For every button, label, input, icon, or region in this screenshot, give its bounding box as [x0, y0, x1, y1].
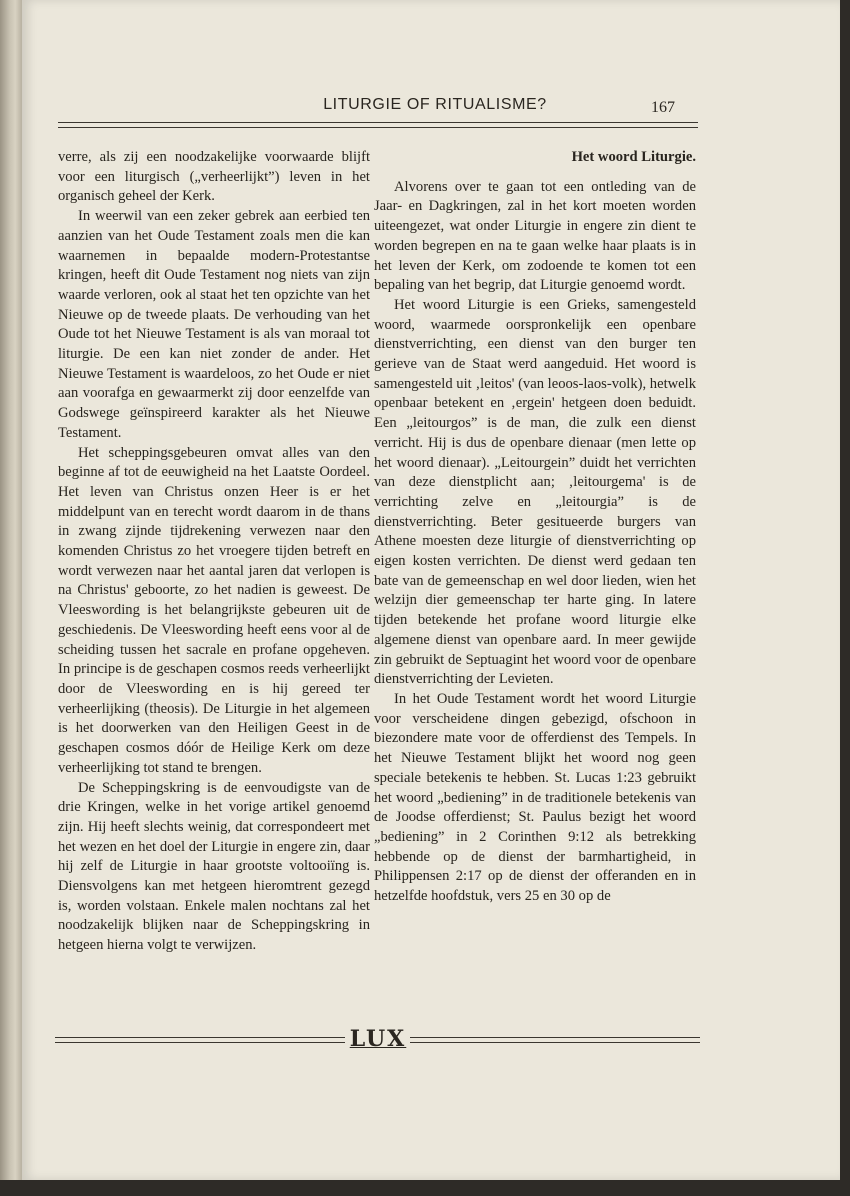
- left-paragraph-4: De Scheppingskring is de eenvoudigste van de drie Kringen, welke in het vorige artikel genoemd zijn. Hij heeft slechts weinig, dat correspondeert met het wezen en het doel der Liturgie in engere zin, daar hij zelf de Liturgie in haar grootste voltooiïng is. Diensvolgens kan met hetgeen hieromtrent gezegd is, worden volstaan. Enkele malen nochtans zal het noodzakelijk blijken naar de Scheppingskring in hetgeen hierna volgt te verwijzen.: [58, 779, 370, 954]
- right-paragraph-1: Alvorens over te gaan tot een ontleding van de Jaar- en Dagkringen, zal in het kort moeten worden uiteengezet, wat onder Liturgie in engere zin dient te worden begrepen en na te gaan welke haar plaats is in het leven der Kerk, om zodoende te komen tot een bepaling van het begrip, dat Liturgie genoemd wordt.: [374, 178, 696, 294]
- section-heading: Het woord Liturgie.: [571, 149, 696, 165]
- running-head-title: LITURGIE OF RITUALISME?: [323, 96, 547, 113]
- left-paragraph-3: Het scheppingsgebeuren omvat alles van den beginne af tot de eeuwigheid na het Laatste Oordeel. Het leven van Christus onzen Heer is er het middelpunt van en terecht wordt daarom in de thans in zwang zijnde tijdrekening verwezen naar den komenden Christus zo het vroegere tijden betreft en wordt verwezen naar het aantal jaren dat verlopen is na Christus' geboorte, zo het nadien is geweest. De Vleeswording is het belangrijkste gebeuren uit de geschiedenis. De Vleeswording heeft eens voor al de scheiding tussen het sacrale en profane opgeheven. In principe is de geschapen cosmos reeds verheerlijkt door de Vleeswording en is hij gereed ter verheerlijking (theosis). De Liturgie in het algemeen is het doorwerken van den Heiligen Geest in de geschapen cosmos dóór de Heilige Kerk om deze verheerlijking tot stand te brengen.: [58, 444, 370, 776]
- book-spine: [0, 0, 22, 1196]
- right-paragraph-2: Het woord Liturgie is een Grieks, samengesteld woord, waarmede oorspronkelijk een openbare dienstverrichting, een dienst van den burger ten gerieve van de Staat werd aangeduid. Het woord is samengesteld uit ‚leitos' (van leoos-laos-volk), hetwelk openbaar betekent en ‚ergein' hetgeen doen beduidt. Een „leitourgos” is de man, die zulk een dienst verricht. Hij is dus de openbare dienaar (men lette op het woord dienaar). „Leitourgein” duidt het verrichten van deze dienstplicht aan; ‚leitourgema' is de verrichting zelve en „leitourgia” is de dienstverrichting. Beter gesitueerde burgers van Athene moesten deze liturgie of dienstverrichting op eigen kosten verrichten. De dienst werd gedaan ten bate van de gemeenschap en wel door lieden, wien het welzijn dier gemeenschap ter harte ging. In latere tijden betekende het profane woord liturgie elke algemene dienst van openbare aard. In meer gewijde zin gebruikt de Septuagint het woord voor de openbare dienstverrichting der Levieten.: [374, 296, 696, 688]
- page-edge-right: [840, 0, 850, 1196]
- page-number: 167: [651, 99, 675, 116]
- lux-logo: LUX: [349, 1026, 407, 1052]
- header-rule: [58, 122, 698, 128]
- footer-rule-left: [55, 1037, 345, 1043]
- left-paragraph-1: verre, als zij een noodzakelijke voorwaarde blijft voor een liturgisch („verheerlijkt”) leven in het organisch geheel der Kerk.: [58, 149, 370, 205]
- left-column: [58, 148, 370, 956]
- left-paragraph-2: In weerwil van een zeker gebrek aan eerbied ten aanzien van het Oude Testament zoals men die kan waarnemen in bepaalde modern-Protestantse kringen, heeft dit Oude Testament nog niets van zijn waarde verloren, ook al staat het ten opzichte van het Nieuwe op de tweede plaats. De verhouding van het Oude tot het Nieuwe Testament is als van moraal tot liturgie. De een kan niet zonder de ander. Het Nieuwe Testament is waardeloos, zo het Oude er niet aan voorafga en gewaarmerkt zij door eenzelfde van Godswege geïnspireerd karakter als het Nieuwe Testament.: [58, 208, 370, 441]
- right-paragraph-3: In het Oude Testament wordt het woord Liturgie voor verscheidene dingen gebezigd, ofschoon in biezondere mate voor de offerdienst des Tempels. In het Nieuwe Testament blijkt het woord nog geen speciale betekenis te hebben. St. Lucas 1:23 gebruikt het woord „bediening” in de traditionele betekenis van de Joodse offerdienst; St. Paulus bezigt het woord „bediening” in 2 Corinthen 9:12 als betrekking hebbende op de dienst der barmhartigheid, in Philippensen 2:17 op de dienst der offeranden en in hetzelfde hoofdstuk, vers 25 en 30 op de: [374, 690, 696, 905]
- page-edge-bottom: [0, 1180, 850, 1196]
- right-column: [374, 148, 696, 907]
- footer-rule-right: [410, 1037, 700, 1043]
